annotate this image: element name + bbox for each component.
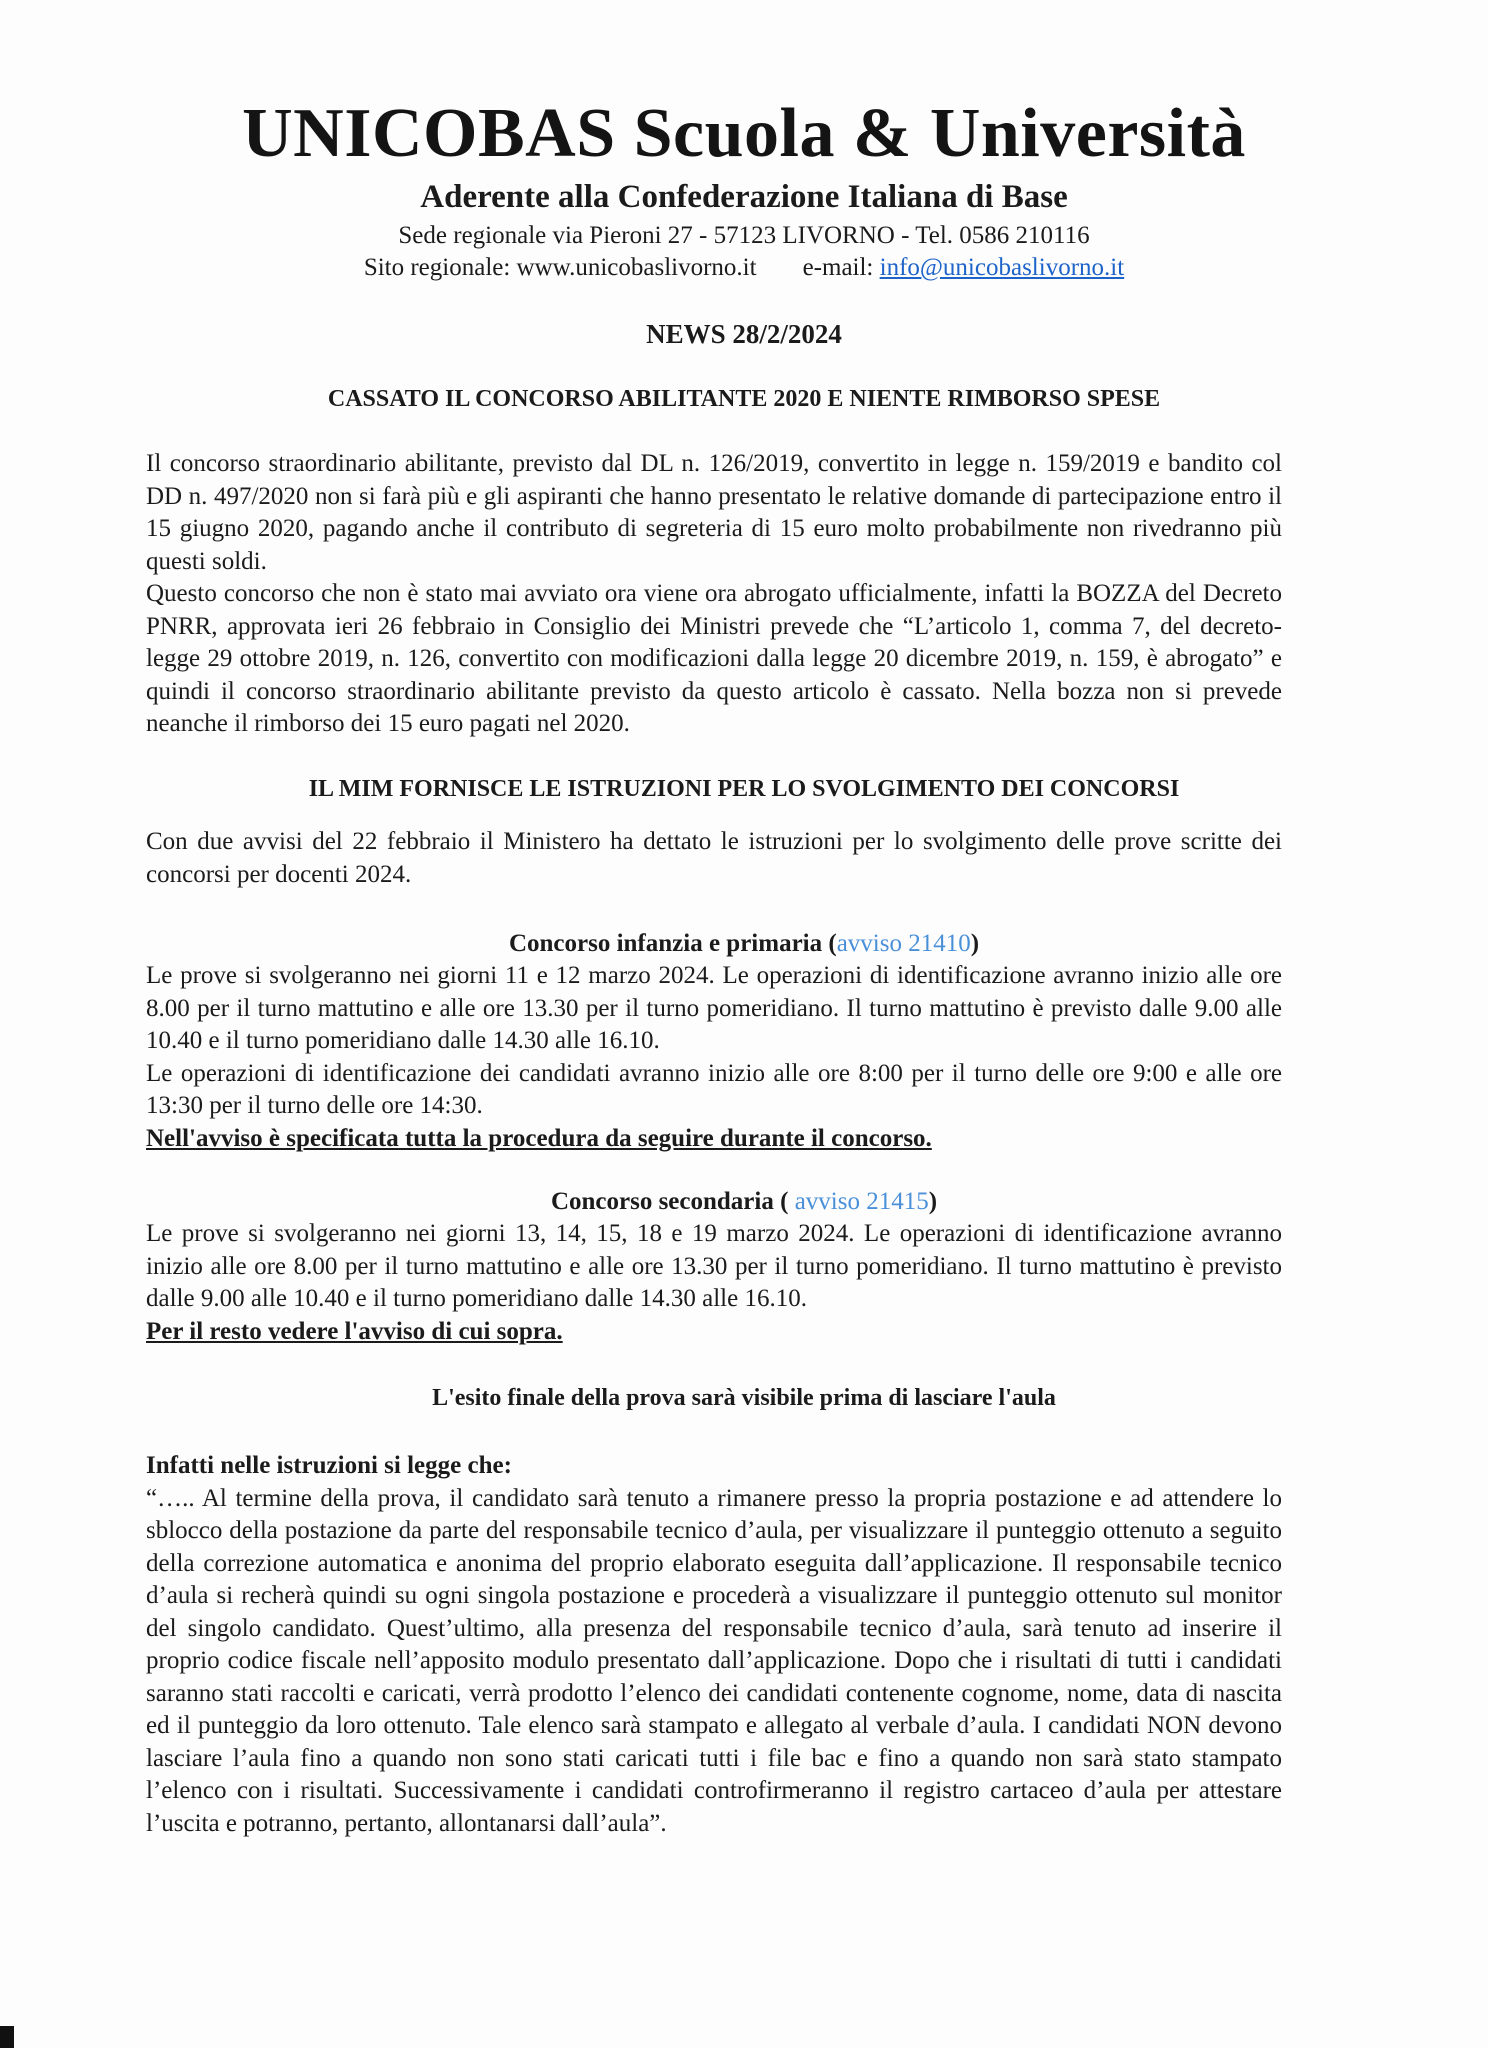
contact-line <box>0 252 1488 284</box>
email-link[interactable]: info@unicobaslivorno.it <box>879 254 1125 281</box>
lead-text: Infatti nelle istruzioni si legge che: <box>146 1452 512 1479</box>
news-date: NEWS 28/2/2024 <box>646 319 842 349</box>
section-intro-istruzioni <box>146 826 1282 891</box>
avviso-link-21415[interactable]: avviso 21415 <box>794 1188 929 1215</box>
email-label: e-mail: <box>802 254 874 281</box>
paragraph: Questo concorso che non è stato mai avviato ora viene ora abrogato ufficialmente, infatti la BOZZA del Decreto PNRR, approvata ieri 26 febbraio in Consiglio dei Ministri prevede che “L’articolo 1, comma 7, del decreto-legge 29 ottobre 2019, n. 126, convertito con modificazioni dalla legge 20 dicembre 2019, n. 159, è abrogato” e quindi il concorso straordinario abilitante previsto da questo articolo è cassato. Nella bozza non si prevede neanche il rimborso dei 15 euro pagati nel 2020. <box>146 580 1282 737</box>
section-title-esito: L'esito finale della prova sarà visibile prima di lasciare l'aula <box>432 1385 1056 1411</box>
organization-name: UNICOBAS Scuola & Università <box>242 95 1246 172</box>
primaria-body <box>146 960 1282 1155</box>
paragraph: Le operazioni di identificazione dei candidati avranno inizio alle ore 8:00 per il turno delle ore 9:00 e alle ore 13:30 per il turno delle ore 14:30. <box>146 1059 1282 1119</box>
subtitle-secondaria <box>0 1186 1488 1218</box>
subtitle-suffix: ) <box>928 1188 938 1215</box>
paragraph: Il concorso straordinario abilitante, previsto dal DL n. 126/2019, convertito in legge n. 159/2019 e bandito col DD n. 497/2020 non si farà più e gli aspiranti che hanno presentato le relative domande di partecipazione entro il 15 giugno 2020, pagando anche il contributo di segreteria di 15 euro molto probabilmente non rivedranno più questi soldi. <box>146 450 1282 575</box>
scan-edge-mark <box>0 2026 14 2048</box>
section-body-esito <box>146 1450 1282 1840</box>
avviso-link-21410[interactable]: avviso 21410 <box>836 930 971 957</box>
paragraph: Le prove si svolgeranno nei giorni 11 e 12 marzo 2024. Le operazioni di identificazione avranno inizio alle ore 8.00 per il turno mattutino e alle ore 13.30 per il turno pomeridiano. Il turno mattutino è previsto dalle 9.00 alle 10.40 e il turno pomeridiano dalle 14.30 alle 16.10. <box>146 962 1282 1054</box>
site-label: Sito regionale: www.unicobaslivorno.it <box>363 254 757 281</box>
section-body-concorso-cassato <box>146 448 1282 741</box>
see-above-note: Per il resto vedere l'avviso di cui sopra. <box>146 1317 563 1345</box>
affiliation: Aderente alla Confederazione Italiana di Base <box>420 179 1068 215</box>
section-title-istruzioni: IL MIM FORNISCE LE ISTRUZIONI PER LO SVOLGIMENTO DEI CONCORSI <box>308 776 1180 802</box>
paragraph: Le prove si svolgeranno nei giorni 13, 14, 15, 18 e 19 marzo 2024. Le operazioni di identificazione avranno inizio alle ore 8.00 per il turno mattutino e alle ore 13.30 per il turno pomeridiano. Il turno mattutino è previsto dalle 9.00 alle 10.40 e il turno pomeridiano dalle 14.30 alle 16.10. <box>146 1220 1282 1312</box>
subtitle-text: Concorso secondaria ( <box>550 1188 795 1215</box>
subtitle-suffix: ) <box>970 930 980 957</box>
subtitle-primaria <box>0 928 1488 960</box>
address: Sede regionale via Pieroni 27 - 57123 LIVORNO - Tel. 0586 210116 <box>398 222 1090 249</box>
section-title-concorso-cassato: CASSATO IL CONCORSO ABILITANTE 2020 E NIENTE RIMBORSO SPESE <box>327 386 1161 412</box>
subtitle-text: Concorso infanzia e primaria ( <box>508 930 837 957</box>
paragraph: Con due avvisi del 22 febbraio il Ministero ha dettato le istruzioni per lo svolgimento delle prove scritte dei concorsi per docenti 2024. <box>146 828 1282 888</box>
secondaria-body <box>146 1218 1282 1348</box>
quote-text: “….. Al termine della prova, il candidato sarà tenuto a rimanere presso la propria postazione e ad attendere lo sblocco della postazione da parte del responsabile tecnico d’aula, per visualizzare il punteggio ottenuto a seguito della correzione automatica e anonima del proprio elaborato eseguita dall’applicazione. Il responsabile tecnico d’aula si recherà quindi su ogni singola postazione e procederà a visualizzare il punteggio ottenuto sul monitor del singolo candidato. Quest’ultimo, alla presenza del responsabile tecnico d’aula, sarà tenuto ad inserire il proprio codice fiscale nell’apposito modulo presentato dall’applicazione. Dopo che i risultati di tutti i candidati saranno stati raccolti e caricati, verrà prodotto l’elenco dei candidati contenente cognome, nome, data di nascita ed il punteggio da loro ottenuto. Tale elenco sarà stampato e allegato al verbale d’aula. I candidati NON devono lasciare l’aula fino a quando non sono stati caricati tutti i file bac e fino a quando non sarà stato stampato l’elenco con i risultati. Successivamente i candidati controfirmeranno il registro cartaceo d’aula per attestare l’uscita e potranno, pertanto, allontanarsi dall’aula”. <box>146 1484 1282 1837</box>
procedure-note: Nell'avviso è specificata tutta la procedura da seguire durante il concorso. <box>146 1124 932 1152</box>
